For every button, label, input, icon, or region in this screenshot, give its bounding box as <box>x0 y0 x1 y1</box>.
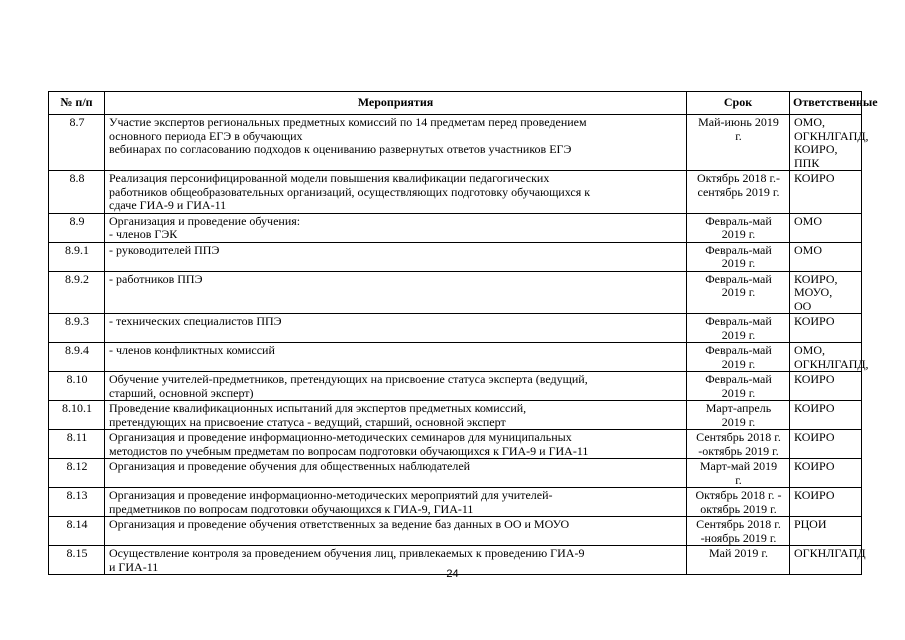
responsible-line: РЦОИ <box>794 517 827 531</box>
responsible-cell <box>790 343 869 372</box>
term-cell <box>687 430 790 459</box>
responsible-cell <box>790 517 862 546</box>
table-row <box>49 488 862 517</box>
activity-line: методистов по учебным предметам по вопросам подготовки обучающихся к ГИА-9 и ГИА-11 <box>109 443 589 458</box>
term-line: 2019 г. <box>721 414 756 429</box>
activity-cell <box>105 242 687 271</box>
table-row <box>49 517 862 546</box>
activity-line: Проведение квалификационных испытаний для экспертов предметных комиссий, <box>109 401 527 415</box>
activity-cell <box>105 459 687 488</box>
table-row <box>49 372 862 401</box>
responsible-cell <box>790 372 862 401</box>
activity-line: основного периода ЕГЭ в обучающих <box>109 128 303 143</box>
row-number: 8.9.4 <box>49 343 105 372</box>
term-line: Февраль-май <box>705 271 772 286</box>
activity-line: старший, основной эксперт) <box>109 385 254 400</box>
term-cell <box>687 213 790 242</box>
responsible-cell <box>790 242 862 271</box>
header-activity: Мероприятия <box>105 92 687 115</box>
term-cell <box>687 401 790 430</box>
activity-line: предметников по вопросам подготовки обучающихся к ГИА-9, ГИА-11 <box>109 501 474 516</box>
activity-cell <box>105 430 687 459</box>
table-row <box>49 115 862 171</box>
term-cell <box>687 242 790 271</box>
responsible-line: КОИРО <box>794 459 835 473</box>
term-line: Март-апрель <box>705 401 772 415</box>
activity-line: вебинарах по согласованию подходов к оцениванию развернутых ответов участников ЕГЭ <box>109 142 572 156</box>
term-line: Сентябрь 2018 г. <box>696 517 781 531</box>
term-line: Февраль-май <box>705 213 772 228</box>
table-row <box>49 242 862 271</box>
table-row <box>49 314 862 343</box>
term-cell <box>687 271 790 314</box>
term-line: Октябрь 2018 г. - <box>695 488 782 502</box>
term-line: г. <box>735 472 742 487</box>
responsible-line: КОИРО <box>794 401 835 415</box>
term-line: -ноябрь 2019 г. <box>700 530 777 545</box>
term-line: -октябрь 2019 г. <box>698 443 779 458</box>
responsible-line: КОИРО <box>794 314 835 328</box>
term-cell <box>687 517 790 546</box>
activity-cell <box>105 271 687 314</box>
activity-line: Организация и проведение обучения ответственных за ведение баз данных в ОО и МОУО <box>109 517 570 531</box>
activity-line: - членов ГЭК <box>109 227 178 241</box>
activity-line: сдаче ГИА-9 и ГИА-11 <box>109 198 227 212</box>
activity-line: - технических специалистов ППЭ <box>109 314 282 328</box>
responsible-line: ОГКНЛГАПД, <box>794 128 869 143</box>
term-line: Март-май 2019 <box>699 459 778 473</box>
header-term: Срок <box>687 92 790 115</box>
responsible-cell <box>790 459 862 488</box>
activity-line: Организация и проведение информационно-методических мероприятий для учителей- <box>109 488 553 502</box>
page-number: 24 <box>446 568 459 580</box>
table-row <box>49 401 862 430</box>
responsible-cell <box>790 314 862 343</box>
activity-line: Обучение учителей-предметников, претендующих на присвоение статуса эксперта (ведущий, <box>109 372 588 386</box>
responsible-cell <box>790 401 862 430</box>
activity-cell <box>105 213 687 242</box>
activity-cell <box>105 401 687 430</box>
term-line: 2019 г. <box>721 227 756 241</box>
row-number: 8.9.3 <box>49 314 105 343</box>
responsible-line: ОГКНЛГАПД <box>794 546 866 560</box>
term-cell <box>687 488 790 517</box>
row-number: 8.7 <box>49 115 105 171</box>
activities-table <box>48 91 878 575</box>
table-body <box>49 115 869 575</box>
activity-line: Осуществление контроля за проведением обучения лиц, привлекаемых к проведению ГИА-9 <box>109 546 585 560</box>
responsible-cell <box>790 488 862 517</box>
responsible-line: ОМО, <box>794 115 826 129</box>
activity-line: работников общеобразовательных организаций, осуществляющих подготовку обучающихся к <box>109 184 591 199</box>
activity-line: - членов конфликтных комиссий <box>109 343 275 357</box>
row-number: 8.15 <box>49 546 105 575</box>
responsible-line: ОО <box>794 298 812 313</box>
responsible-line: ОМО, <box>794 343 826 357</box>
responsible-cell <box>790 271 862 314</box>
row-number: 8.9.2 <box>49 271 105 314</box>
responsible-line: КОИРО, ППК <box>794 142 838 170</box>
term-line: 2019 г. <box>721 327 756 342</box>
term-line: 2019 г. <box>721 285 756 299</box>
row-number: 8.9 <box>49 213 105 242</box>
term-line: Сентябрь 2018 г. <box>696 430 781 444</box>
table-row <box>49 343 862 372</box>
table-row <box>49 171 862 214</box>
responsible-line: КОИРО <box>794 430 835 444</box>
header-row <box>49 92 862 115</box>
term-line: Февраль-май <box>705 314 772 328</box>
term-cell <box>687 343 790 372</box>
activity-cell <box>105 488 687 517</box>
header-responsible: Ответственные <box>790 92 862 115</box>
activity-line: Организация и проведение информационно-методических семинаров для муниципальных <box>109 430 572 444</box>
responsible-line: КОИРО <box>794 372 835 386</box>
term-line: октябрь 2019 г. <box>700 501 777 516</box>
activity-cell <box>105 517 687 546</box>
responsible-line: КОИРО <box>794 171 835 185</box>
term-line: Май 2019 г. <box>709 546 768 560</box>
responsible-cell <box>790 213 862 242</box>
responsible-cell <box>790 430 862 459</box>
responsible-cell <box>790 115 869 171</box>
term-cell <box>687 372 790 401</box>
responsible-line: ОМО <box>794 242 823 257</box>
row-number: 8.14 <box>49 517 105 546</box>
activity-line: и ГИА-11 <box>109 559 159 574</box>
header-number: № п/п <box>49 92 105 115</box>
activity-cell <box>105 171 687 214</box>
activity-cell <box>105 314 687 343</box>
table-row <box>49 213 862 242</box>
row-number: 8.11 <box>49 430 105 459</box>
responsible-line: КОИРО <box>794 488 835 502</box>
activity-line: - работников ППЭ <box>109 271 203 286</box>
responsible-line: ОМО <box>794 213 823 228</box>
activity-cell <box>105 372 687 401</box>
term-cell <box>687 459 790 488</box>
responsible-line: ОГКНЛГАПД, <box>794 356 869 371</box>
table-row <box>49 459 862 488</box>
term-line: г. <box>735 128 742 143</box>
term-line: сентябрь 2019 г. <box>697 184 780 199</box>
term-line: Февраль-май <box>705 343 772 357</box>
row-number: 8.10 <box>49 372 105 401</box>
row-number: 8.10.1 <box>49 401 105 430</box>
activity-line: претендующих на присвоение статуса - ведущий, старший, основной эксперт <box>109 414 506 429</box>
activity-line: - руководителей ППЭ <box>109 242 220 257</box>
activity-line: Организация и проведение обучения для общественных наблюдателей <box>109 459 471 473</box>
term-line: Май-июнь 2019 <box>698 115 779 129</box>
table-row <box>49 271 862 314</box>
row-number: 8.9.1 <box>49 242 105 271</box>
term-line: 2019 г. <box>721 385 756 400</box>
term-line: 2019 г. <box>721 356 756 371</box>
responsible-cell <box>790 171 862 214</box>
term-line: Февраль-май <box>705 242 772 257</box>
table-row <box>49 430 862 459</box>
term-cell <box>687 314 790 343</box>
activity-cell <box>105 343 687 372</box>
term-line: 2019 г. <box>721 256 756 270</box>
activity-line: Участие экспертов региональных предметных комиссий по 14 предметам перед проведением <box>109 115 587 129</box>
term-line: Февраль-май <box>705 372 772 386</box>
row-number: 8.13 <box>49 488 105 517</box>
row-number: 8.8 <box>49 171 105 214</box>
term-line: Октябрь 2018 г.- <box>696 171 781 185</box>
row-number: 8.12 <box>49 459 105 488</box>
term-cell <box>687 115 790 171</box>
term-cell <box>687 171 790 214</box>
activity-cell <box>105 115 687 171</box>
table-header <box>49 92 878 115</box>
responsible-line: КОИРО, МОУО, <box>794 271 838 299</box>
activity-line: Организация и проведение обучения: <box>109 213 301 228</box>
activity-line: Реализация персонифицированной модели повышения квалификации педагогических <box>109 171 550 185</box>
